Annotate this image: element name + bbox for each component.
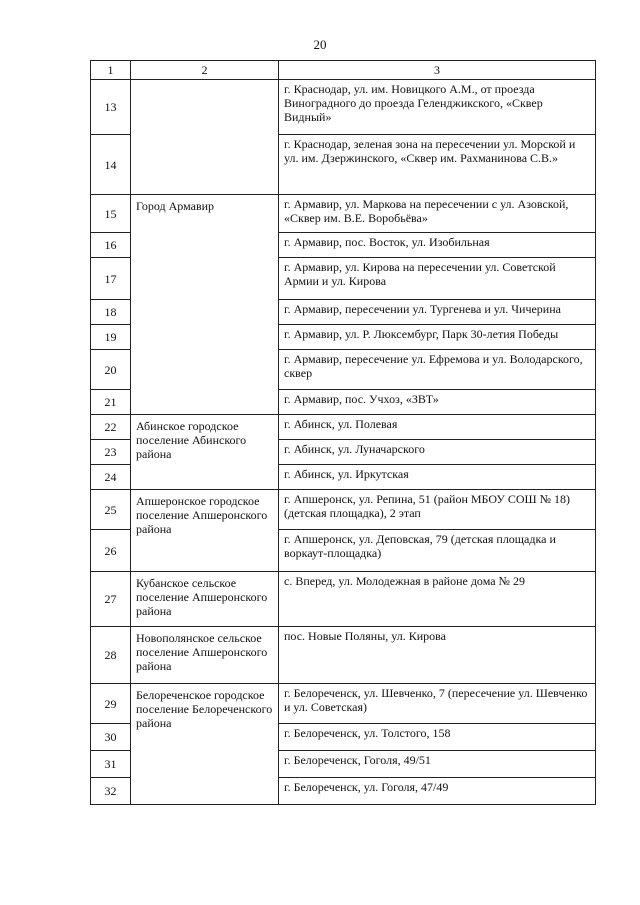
table-row xyxy=(91,684,596,724)
address-cell: г. Армавир, ул. Маркова на пересечении с ул. Азовской, «Сквер им. В.Е. Воробьёва» xyxy=(279,195,596,233)
row-number: 27 xyxy=(91,572,131,627)
area-cell: Кубанское сельское поселение Апшеронского района xyxy=(131,572,279,627)
area-cell: Белореченское городское поселение Белореченского района xyxy=(131,684,279,805)
address-cell: г. Армавир, пересечение ул. Ефремова и ул. Володарского, сквер xyxy=(279,350,596,390)
area-cell: Апшеронское городское поселение Апшеронского района xyxy=(131,490,279,572)
area-cell-empty xyxy=(131,80,279,195)
address-cell: пос. Новые Поляны, ул. Кирова xyxy=(279,627,596,684)
row-number: 21 xyxy=(91,390,131,415)
table-row xyxy=(91,627,596,684)
row-number: 19 xyxy=(91,325,131,350)
address-cell: г. Белореченск, ул. Толстого, 158 xyxy=(279,724,596,751)
row-number: 28 xyxy=(91,627,131,684)
header-col-2: 2 xyxy=(131,61,279,80)
address-cell: г. Армавир, пересечении ул. Тургенева и ул. Чичерина xyxy=(279,300,596,325)
table-row xyxy=(91,80,596,135)
table-row xyxy=(91,572,596,627)
area-cell: Абинское городское поселение Абинского района xyxy=(131,415,279,490)
table-row xyxy=(91,415,596,440)
row-number: 31 xyxy=(91,751,131,778)
table-header-row xyxy=(91,61,596,80)
address-cell: г. Армавир, пос. Восток, ул. Изобильная xyxy=(279,233,596,258)
address-cell: г. Абинск, ул. Луначарского xyxy=(279,440,596,465)
address-cell: г. Армавир, ул. Кирова на пересечении ул. Советской Армии и ул. Кирова xyxy=(279,258,596,300)
locations-table xyxy=(90,60,596,805)
address-cell: г. Армавир, ул. Р. Люксембург, Парк 30-летия Победы xyxy=(279,325,596,350)
row-number: 16 xyxy=(91,233,131,258)
address-cell: г. Апшеронск, ул. Репина, 51 (район МБОУ СОШ № 18) (детская площадка), 2 этап xyxy=(279,490,596,530)
row-number: 24 xyxy=(91,465,131,490)
row-number: 29 xyxy=(91,684,131,724)
address-cell: г. Белореченск, ул. Шевченко, 7 (пересечение ул. Шевченко и ул. Советская) xyxy=(279,684,596,724)
address-cell: г. Апшеронск, ул. Деповская, 79 (детская площадка и воркаут-площадка) xyxy=(279,530,596,572)
address-cell: г. Краснодар, зеленая зона на пересечении ул. Морской и ул. им. Дзержинского, «Сквер им. Рахманинова С.В.» xyxy=(279,135,596,195)
row-number: 18 xyxy=(91,300,131,325)
row-number: 13 xyxy=(91,80,131,135)
row-number: 32 xyxy=(91,778,131,805)
area-cell: Город Армавир xyxy=(131,195,279,415)
address-cell: г. Белореченск, ул. Гоголя, 47/49 xyxy=(279,778,596,805)
address-cell: г. Абинск, ул. Полевая xyxy=(279,415,596,440)
address-cell: г. Абинск, ул. Иркутская xyxy=(279,465,596,490)
area-cell: Новополянское сельское поселение Апшеронского района xyxy=(131,627,279,684)
row-number: 15 xyxy=(91,195,131,233)
address-cell: г. Белореченск, Гоголя, 49/51 xyxy=(279,751,596,778)
row-number: 23 xyxy=(91,440,131,465)
row-number: 22 xyxy=(91,415,131,440)
row-number: 17 xyxy=(91,258,131,300)
address-cell: г. Армавир, пос. Учхоз, «ЗВТ» xyxy=(279,390,596,415)
page-number: 20 xyxy=(313,37,327,52)
header-col-3: 3 xyxy=(279,61,596,80)
row-number: 30 xyxy=(91,724,131,751)
table-row xyxy=(91,490,596,530)
row-number: 20 xyxy=(91,350,131,390)
table-row xyxy=(91,195,596,233)
address-cell: с. Вперед, ул. Молодежная в районе дома № 29 xyxy=(279,572,596,627)
header-col-1: 1 xyxy=(91,61,131,80)
row-number: 14 xyxy=(91,135,131,195)
row-number: 26 xyxy=(91,530,131,572)
address-cell: г. Краснодар, ул. им. Новицкого А.М., от проезда Виноградного до проезда Геленджикского, «Сквер Видный» xyxy=(279,80,596,135)
row-number: 25 xyxy=(91,490,131,530)
